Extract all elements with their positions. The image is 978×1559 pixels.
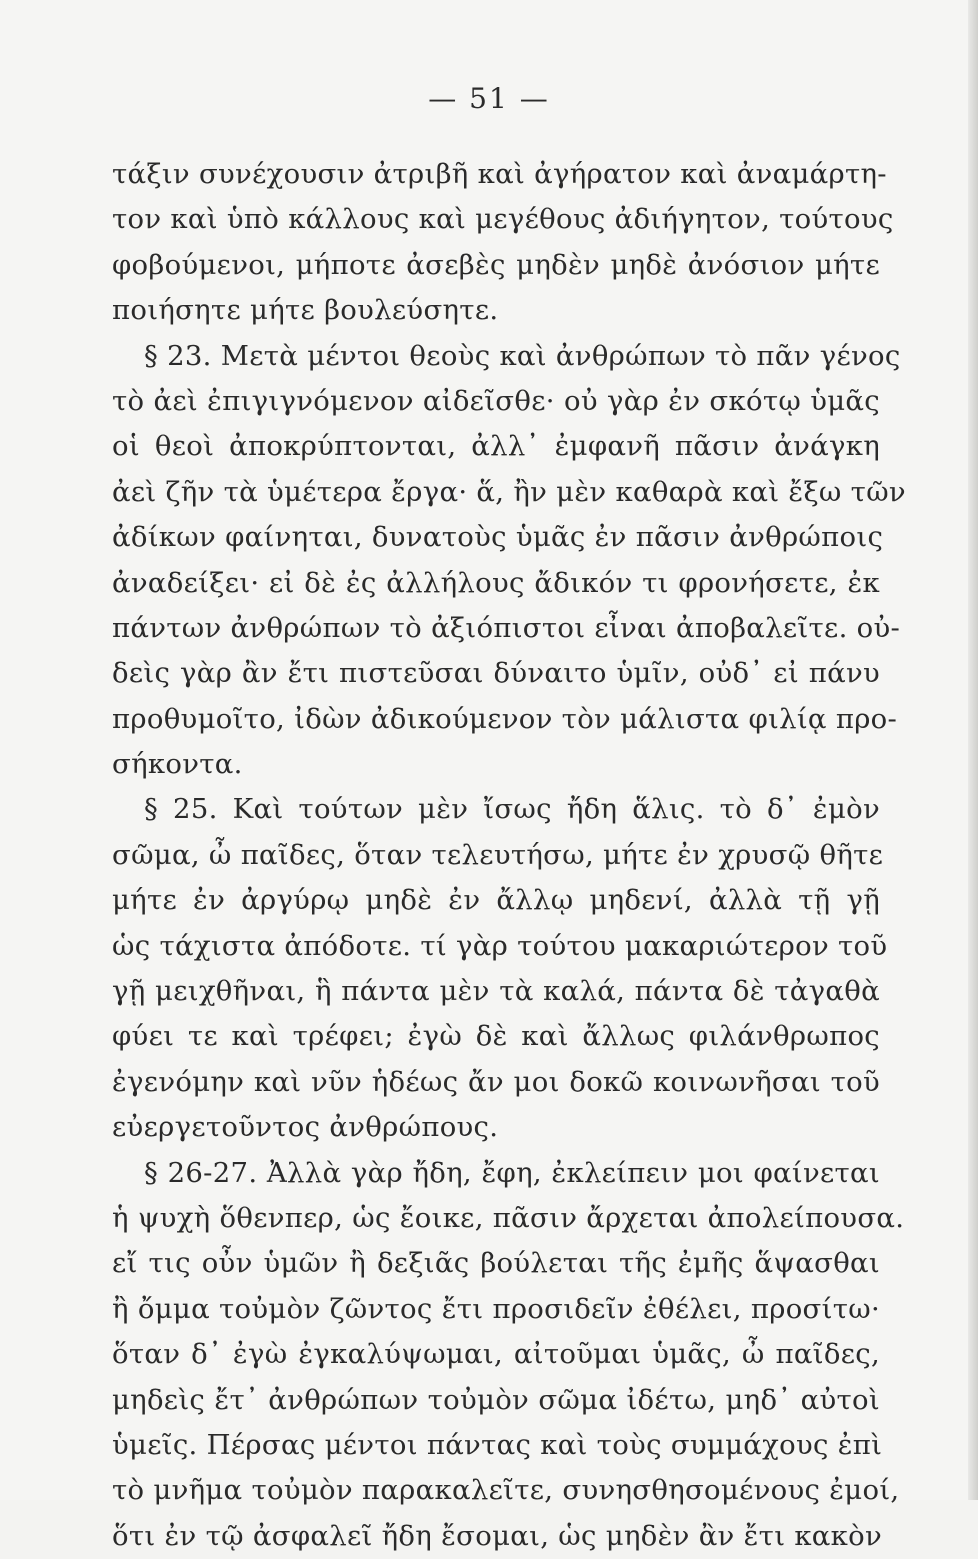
- text-line: ἢ ὄμμα τοὐμὸν ζῶντος ἔτι προσιδεῖν ἐθέλει, προσίτω·: [112, 1292, 880, 1325]
- text-line: τὸ ἀεὶ ἐπιγιγνόμενον αἰδεῖσθε· οὐ γὰρ ἐν σκότῳ ὑμᾶς: [112, 384, 880, 417]
- text-line: πάντων ἀνθρώπων τὸ ἀξιόπιστοι εἶναι ἀποβαλεῖτε. οὐ-: [112, 611, 901, 644]
- text-line: μήτε ἐν ἀργύρῳ μηδὲ ἐν ἄλλῳ μηδενί, ἀλλὰ τῇ γῇ: [112, 884, 880, 917]
- text-line: φύει τε καὶ τρέφει; ἐγὼ δὲ καὶ ἄλλως φιλάνθρωπος: [112, 1020, 880, 1053]
- text-line: φοβούμενοι, μήποτε ἀσεβὲς μηδὲν μηδὲ ἀνόσιον μήτε: [112, 248, 880, 281]
- text-line: οἱ θεοὶ ἀποκρύπτονται, ἀλλ᾽ ἐμφανῆ πᾶσιν ἀνάγκη: [112, 430, 880, 463]
- body-text: [112, 152, 906, 1559]
- text-line: εἴ τις οὖν ὑμῶν ἢ δεξιᾶς βούλεται τῆς ἐμῆς ἅψασθαι: [112, 1247, 880, 1280]
- page-number: — 51 —: [428, 82, 550, 115]
- text-line: § 26-27. Ἀλλὰ γὰρ ἤδη, ἔφη, ἐκλείπειν μοι φαίνεται: [144, 1156, 880, 1189]
- text-line: ἐγενόμην καὶ νῦν ἡδέως ἄν μοι δοκῶ κοινωνῆσαι τοῦ: [112, 1065, 880, 1098]
- text-line: ὑμεῖς. Πέρσας μέντοι πάντας καὶ τοὺς συμμάχους ἐπὶ: [112, 1428, 883, 1461]
- text-line: § 25. Καὶ τούτων μὲν ἴσως ἤδη ἅλις. τὸ δ᾽ ἐμὸν: [144, 793, 880, 826]
- text-line: σῶμα, ὦ παῖδες, ὅταν τελευτήσω, μήτε ἐν χρυσῷ θῆτε: [112, 838, 884, 871]
- text-line: γῇ μειχθῆναι, ἣ πάντα μὲν τὰ καλά, πάντα δὲ τἀγαθὰ: [112, 975, 880, 1008]
- text-line: προθυμοῖτο, ἰδὼν ἀδικούμενον τὸν μάλιστα φιλίᾳ προ-: [112, 702, 898, 735]
- text-line: ὅταν δ᾽ ἐγὼ ἐγκαλύψωμαι, αἰτοῦμαι ὑμᾶς, ὦ παῖδες,: [112, 1338, 880, 1371]
- text-line: ἀεὶ ζῆν τὰ ὑμέτερα ἔργα· ἅ, ἢν μὲν καθαρὰ καὶ ἔξω τῶν: [112, 475, 906, 508]
- text-line: δεὶς γὰρ ἂν ἔτι πιστεῦσαι δύναιτο ὑμῖν, οὐδ᾽ εἰ πάνυ: [112, 657, 880, 690]
- text-line: τον καὶ ὑπὸ κάλλους καὶ μεγέθους ἀδιήγητον, τούτους: [112, 203, 894, 236]
- text-line: ἡ ψυχὴ ὅθενπερ, ὡς ἔοικε, πᾶσιν ἄρχεται ἀπολείπουσα.: [112, 1201, 905, 1234]
- text-line: ἀναδείξει· εἰ δὲ ἐς ἀλλήλους ἄδικόν τι φρονήσετε, ἐκ: [112, 566, 880, 599]
- text-line: εὐεργετοῦντος ἀνθρώπους.: [112, 1111, 499, 1144]
- text-line: ποιήσητε μήτε βουλεύσητε.: [112, 294, 499, 327]
- text-line: ὅτι ἐν τῷ ἀσφαλεῖ ἤδη ἔσομαι, ὡς μηδὲν ἂν ἔτι κακὸν: [112, 1519, 883, 1552]
- page-edge-shadow: [968, 0, 978, 1500]
- text-line: ὡς τάχιστα ἀπόδοτε. τί γὰρ τούτου μακαριώτερον τοῦ: [112, 929, 888, 962]
- text-line: ἀδίκων φαίνηται, δυνατοὺς ὑμᾶς ἐν πᾶσιν ἀνθρώποις: [112, 521, 884, 554]
- text-line: σήκοντα.: [112, 748, 243, 781]
- text-line: § 23. Μετὰ μέντοι θεοὺς καὶ ἀνθρώπων τὸ πᾶν γένος: [144, 339, 901, 372]
- text-line: τάξιν συνέχουσιν ἀτριβῆ καὶ ἀγήρατον καὶ ἀναμάρτη-: [112, 158, 887, 190]
- text-line: μηδεὶς ἔτ᾽ ἀνθρώπων τοὐμὸν σῶμα ἰδέτω, μηδ᾽ αὐτοὶ: [112, 1383, 880, 1416]
- text-line: τὸ μνῆμα τοὐμὸν παρακαλεῖτε, συνησθησομένους ἐμοί,: [112, 1474, 900, 1507]
